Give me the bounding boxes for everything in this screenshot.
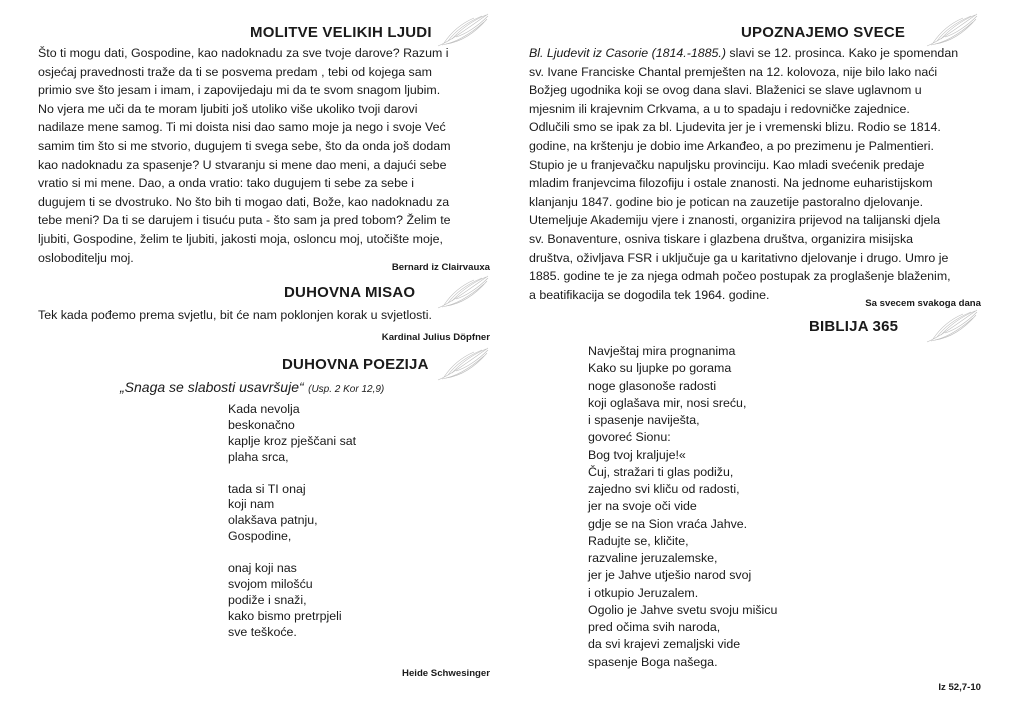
bible-line: pred očima svih naroda, xyxy=(588,620,721,634)
saints-line xyxy=(529,44,981,63)
bible-line: i otkupio Jeruzalem. xyxy=(588,585,699,600)
bible-line: Navještaj mira prognanima xyxy=(588,344,736,358)
poem-line: kaplje kroz pješčani sat xyxy=(228,433,357,448)
thought-title: DUHOVNA MISAO xyxy=(284,284,416,301)
poem-line: svojom milošću xyxy=(228,576,313,591)
poetry-title: DUHOVNA POEZIJA xyxy=(282,356,429,373)
feather-icon xyxy=(923,306,981,346)
bible-line: Bog tvoj kraljuje!« xyxy=(588,447,686,462)
bible-line: jer na svoje oči vide xyxy=(588,499,697,514)
poem-line: plaha srca, xyxy=(228,449,289,464)
saints-line: 1885. godine te je za njega odmah počeo postupak za proglašenje blaženim, xyxy=(529,269,951,284)
feather-icon xyxy=(434,344,492,384)
poem-line: olakšava patnju, xyxy=(228,513,318,528)
prayer-line: nadilaze mene samog. Ti mi doista nisi dao samo moje ja nego i svoje Već xyxy=(38,120,446,135)
saints-source: Sa svecem svakoga dana xyxy=(865,298,981,309)
bible-line: spasenje Boga našega. xyxy=(588,654,718,669)
prayer-author: Bernard iz Clairvauxa xyxy=(391,262,490,273)
poetry-author: Heide Schwesinger xyxy=(402,668,490,679)
saints-line: Odlučili smo se ipak za bl. Ljudevita jer je i vremenski blizu. Rodio se 1814. xyxy=(529,120,941,135)
poem-line: beskonačno xyxy=(228,417,295,432)
bible-line: koji oglašava mir, nosi sreću, xyxy=(588,395,747,410)
saint-name: Bl. Ljudevit iz Casorie (1814.-1885.) xyxy=(529,46,726,60)
poem-line: kako bismo pretrpjeli xyxy=(228,608,342,623)
poem-line: tada si TI onaj xyxy=(228,481,306,496)
bible-line: govoreć Sionu: xyxy=(588,430,671,445)
poem-line: Gospodine, xyxy=(228,529,292,544)
poem-stanza-break xyxy=(228,466,356,482)
saints-line: a beatifikacija se dogodila tek 1964. godine. xyxy=(529,287,770,302)
bible-line: Radujte se, kličite, xyxy=(588,533,689,548)
saints-line: društva, oživljava FSR i uključuje ga u karitativno djelovanje i drugo. Umro je xyxy=(529,250,949,265)
feather-icon xyxy=(434,272,492,312)
prayer-line: osloboditelju moj. xyxy=(38,250,134,265)
bible-passage xyxy=(588,343,777,671)
prayer-line: ljubiti, Gospodine, želim te ljubiti, jakosti moja, osloncu moj, utočište moje, xyxy=(38,231,443,246)
bible-line: i spasenje naviješta, xyxy=(588,413,700,427)
bible-line: noge glasonoše radosti xyxy=(588,378,717,393)
saints-line: Božjeg ugodnika koji se ovog dana slavi. Blaženici se slave uglavnom u xyxy=(529,83,922,98)
saints-line: Stupio je u franjevačku napuljsku provinciju. Kao mladi svećenik predaje xyxy=(529,157,925,172)
bible-line: zajedno svi kliču od radosti, xyxy=(588,482,740,496)
bible-line: Kako su ljupke po gorama xyxy=(588,361,732,376)
prayer-line: kao nadoknadu za spasenje? U stvaranju si mene dao meni, a dajući sebe xyxy=(38,157,447,172)
bible-line: Ogolio je Jahve svetu svoju mišicu xyxy=(588,602,778,617)
poem-line: onaj koji nas xyxy=(228,561,297,576)
bible-line: da svi krajevi zemaljski vide xyxy=(588,637,741,652)
prayer-line: primio sve što jesam i imam, i zapovijedaju mi da te svom snagom ljubim. xyxy=(38,83,441,98)
prayer-line: osjećaj pravednosti traže da ti se posvema predam , tebi od kojega sam xyxy=(38,64,432,79)
left-page xyxy=(38,0,490,720)
poem-line: sve teškoće. xyxy=(228,624,297,639)
saints-text xyxy=(529,44,981,304)
prayer-line: dugujem ti se dvostruko. No što bih ti mogao dati, Bože, kao nadoknadu za xyxy=(38,194,450,209)
saints-line-rest: slavi se 12. prosinca. Kako je spomendan xyxy=(725,46,959,60)
poetry-poem xyxy=(228,402,356,641)
thought-author: Kardinal Julius Döpfner xyxy=(381,332,490,343)
saints-line: Utemeljuje Akademiju vjere i znanosti, organizira prijevod na talijanski djela xyxy=(529,213,941,228)
bible-line: jer je Jahve utješio narod svoj xyxy=(588,568,752,583)
saints-line: klanjanju 1847. godine bio je potican na zauzetije pastoralno djelovanje. xyxy=(529,194,924,209)
bible-line: gdje se na Sion vraća Jahve. xyxy=(588,516,748,531)
poem-line: koji nam xyxy=(228,497,275,512)
prayer-line: tebe meni? Da ti se darujem i tisuću puta - što sam ja pred tobom? Želim te xyxy=(38,213,451,228)
saints-line: sv. Ivane Franciske Chantal premješten na 12. kolovoza, nije bilo lako naći xyxy=(529,64,938,79)
saints-line: mjesnim ili krajevnim Crkvama, a u to spadaju i redovničke zajednice. xyxy=(529,101,910,116)
bible-reference: Iz 52,7-10 xyxy=(938,682,981,693)
poetry-quote xyxy=(120,379,384,397)
prayer-text xyxy=(38,44,490,267)
thought-text: Tek kada pođemo prema svjetlu, bit će nam poklonjen korak u svjetlosti. xyxy=(38,308,432,322)
poem-line: podiže i snaži, xyxy=(228,592,307,607)
prayer-line: vratio si mi mene. Dao, a onda vratio: tako dugujem ti sebe za sebe i xyxy=(38,176,415,191)
bible-line: razvaline jeruzalemske, xyxy=(588,551,718,565)
poem-line: Kada nevolja xyxy=(228,402,300,416)
poem-stanza-break xyxy=(228,545,356,561)
prayer-line: No vjera me uči da te moram ljubiti još utoliko više ukoliko tvoji darovi xyxy=(38,101,418,116)
poetry-quote-ref: (Usp. 2 Kor 12,9) xyxy=(308,384,385,395)
saints-line: sv. Bonaventure, osniva tiskare i glazbena društva, organizira misijska xyxy=(529,231,914,246)
prayer-title: MOLITVE VELIKIH LJUDI xyxy=(250,24,432,41)
bible-title: BIBLIJA 365 xyxy=(809,318,899,335)
bible-line: Čuj, stražari ti glas podižu, xyxy=(588,464,734,479)
saints-line: godine, na krštenju je dobio ime Arkanđeo, a po prezimenu je Palmentieri. xyxy=(529,138,935,153)
prayer-line: Što ti mogu dati, Gospodine, kao nadoknadu za sve tvoje darove? Razum i xyxy=(38,46,449,60)
prayer-line: samim tim što si me stvorio, dugujem ti svega sebe, što da onda još dodam xyxy=(38,138,451,153)
poetry-quote-text: „Snaga se slabosti usavršuje“ xyxy=(120,379,304,395)
right-page xyxy=(529,0,981,720)
saints-line: mladim franjevcima filozofiju i ostale znanosti. Na jednome euharistijskom xyxy=(529,176,933,191)
saints-title: UPOZNAJEMO SVECE xyxy=(741,24,906,41)
